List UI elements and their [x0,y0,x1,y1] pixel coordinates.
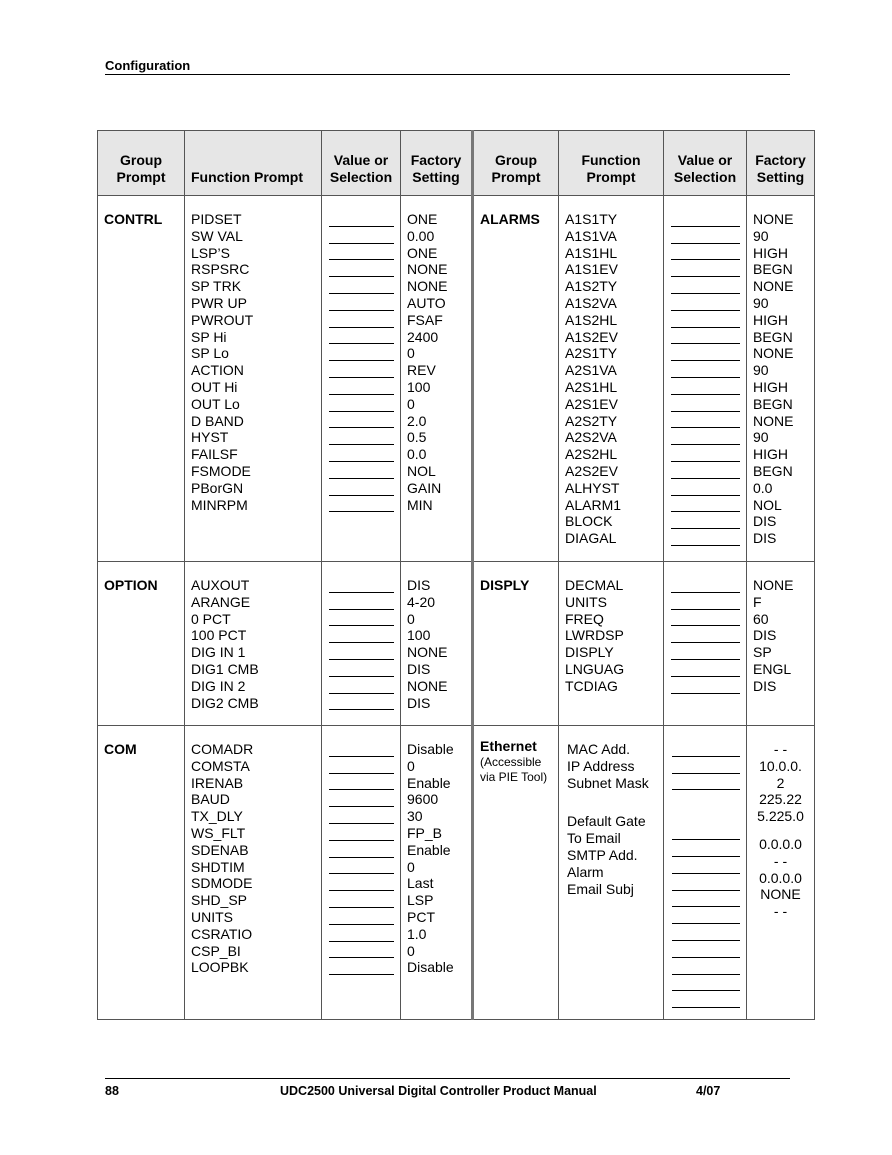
function-prompt: DIG2 CMB [191,694,259,711]
factory-setting: 0 [407,345,415,362]
value-entry-blank [671,228,740,245]
group-prompt-note: (Accessible via PIE Tool) [480,754,548,784]
factory-setting: Enable [407,774,451,791]
function-prompt: TX_DLY [191,808,243,825]
function-prompt: BLOCK [565,513,613,530]
value-entry-blank [671,345,740,362]
value-entry-blank [329,959,394,976]
factory-setting: BEGN [753,395,793,412]
factory-setting: 90 [753,429,769,446]
factory-setting: DIS [753,677,777,694]
factory-setting: F [753,593,762,610]
factory-setting: 9600 [407,791,439,808]
value-entry-blank [672,992,740,1009]
value-entry-blank [671,513,740,530]
value-entry-blank [672,976,740,993]
function-prompt: A1S2EV [565,328,618,345]
function-prompt: A1S2TY [565,278,618,295]
function-prompt: BAUD [191,791,230,808]
group-prompt: OPTION [98,562,185,726]
factory-setting: 0 [407,395,415,412]
value-entry-blank [671,594,740,611]
value-entry-blank [672,824,740,841]
function-prompt: SMTP Add. [567,846,638,863]
function-prompt: ACTION [191,362,244,379]
function-prompt: DIG IN 2 [191,677,246,694]
value-entry-blank [672,892,740,909]
col-header-value-or-selection-2: Value or Selection [664,131,747,196]
factory-setting: BEGN [753,261,793,278]
function-prompt-cell [185,726,322,1020]
function-prompt: A1S2VA [565,294,617,311]
value-entry-blank [329,892,394,909]
value-entry-blank [672,925,740,942]
group-prompt: ALARMS [473,196,559,562]
value-entry-blank [329,825,394,842]
group-prompt: DISPLY [473,562,559,726]
factory-setting: DIS [753,530,777,547]
value-entry-blank [671,463,740,480]
spacer [672,802,740,813]
value-entry-blank [329,661,394,678]
function-prompt: A2S2TY [565,412,618,429]
function-prompt-cell [559,726,664,1020]
factory-setting-cell [401,562,473,726]
value-entry-blank [329,261,394,278]
value-entry-blank [329,842,394,859]
factory-setting: NONE [760,886,801,903]
factory-setting: 10.0.0. [759,757,802,774]
function-prompt: UNITS [565,593,607,610]
function-prompt: IRENAB [191,774,244,791]
factory-setting: NONE [753,345,794,362]
value-entry-blank [329,413,394,430]
factory-setting: - - [773,741,788,757]
function-prompt: A2S2HL [565,446,618,463]
value-entry-blank [671,396,740,413]
function-prompt: COMSTA [191,757,250,774]
value-entry-blank [671,446,740,463]
value-entry-blank [329,875,394,892]
factory-setting: NONE [407,644,448,661]
factory-setting: Disable [407,959,454,976]
factory-setting: NONE [753,211,794,227]
function-prompt: Alarm [567,863,604,880]
value-entry-blank [671,644,740,661]
function-prompt: AUXOUT [191,577,250,593]
value-entry-blank [329,741,394,758]
value-entry-blank [671,611,740,628]
page-header-title: Configuration [105,58,191,73]
factory-setting: ONE [407,211,438,227]
function-prompt: A1S1HL [565,244,618,261]
group-prompt: COM [98,726,185,1020]
function-prompt: SP Hi [191,328,227,345]
function-prompt: COMADR [191,741,254,757]
function-prompt: A2S1EV [565,395,618,412]
footer-rule [105,1078,790,1079]
function-prompt: LWRDSP [565,627,624,644]
value-entry-blank [329,758,394,775]
function-prompt-cell [559,196,664,562]
spacer [749,825,812,836]
factory-setting: 60 [753,610,769,627]
factory-setting: 0.0.0.0 [759,869,802,886]
factory-setting: NONE [753,278,794,295]
function-prompt: LNGUAG [565,660,625,677]
factory-setting: - - [773,903,788,920]
function-prompt: PBorGN [191,479,244,496]
factory-setting: 0.00 [407,227,435,244]
document-title: UDC2500 Universal Digital Controller Product Manual [280,1084,597,1098]
factory-setting: 30 [407,808,423,825]
function-prompt: A2S2EV [565,462,618,479]
factory-setting-cell [401,196,473,562]
function-prompt: CSRATIO [191,925,253,942]
function-prompt: PWROUT [191,311,254,328]
function-prompt: IP Address [567,757,635,774]
value-entry-blank [672,758,740,775]
col-header-factory-setting: Factory Setting [401,131,473,196]
value-entry-blank [329,678,394,695]
factory-setting: 0.0 [407,446,427,463]
col-header-group-prompt-2: Group Prompt [473,131,559,196]
value-entry-blank [329,329,394,346]
factory-setting: Disable [407,741,454,757]
factory-setting: 90 [753,227,769,244]
value-entry-blank [329,345,394,362]
function-prompt: HYST [191,429,229,446]
factory-setting: Enable [407,841,451,858]
function-prompt: SP Lo [191,345,229,362]
value-entry-blank [671,379,740,396]
factory-setting: LSP [407,892,434,909]
value-entry-cell [322,726,401,1020]
value-entry-blank [329,429,394,446]
group-prompt-title: Ethernet [480,738,537,754]
function-prompt: CSP_BI [191,942,241,959]
function-prompt: SHDTIM [191,858,245,875]
factory-setting: MIN [407,496,433,513]
factory-setting: 0 [407,610,415,627]
function-prompt-cell [559,562,664,726]
function-prompt: A2S1TY [565,345,618,362]
factory-setting: 0.5 [407,429,427,446]
value-entry-blank [671,312,740,329]
value-entry-blank [329,228,394,245]
factory-setting: 0.0 [753,479,773,496]
spacer [567,802,657,813]
factory-setting: 0.0.0.0 [759,835,802,852]
function-prompt: A1S1VA [565,227,617,244]
value-entry-blank [329,627,394,644]
col-header-function-prompt-2: Function Prompt [559,131,664,196]
factory-setting: 90 [753,294,769,311]
value-entry-blank [672,775,740,792]
value-entry-blank [329,463,394,480]
function-prompt: A1S2HL [565,311,618,328]
function-prompt: FSMODE [191,462,251,479]
value-entry-blank [329,245,394,262]
factory-setting: 2 [776,774,785,791]
value-entry-cell [322,196,401,562]
value-entry-blank [672,875,740,892]
function-prompt: TCDIAG [565,677,618,694]
factory-setting: NOL [407,462,436,479]
factory-setting: HIGH [753,446,788,463]
function-prompt: A2S1HL [565,378,618,395]
spacer [567,791,657,802]
value-entry-blank [671,261,740,278]
table-row [98,726,815,1020]
value-entry-blank [329,695,394,712]
value-entry-blank [671,577,740,594]
function-prompt: ARANGE [191,593,251,610]
function-prompt: DIG IN 1 [191,644,246,661]
factory-setting: 4-20 [407,593,436,610]
spacer [672,813,740,824]
factory-setting: NONE [407,677,448,694]
function-prompt: A1S1TY [565,211,618,227]
factory-setting: NONE [753,577,794,593]
factory-setting: DIS [407,577,431,593]
function-prompt: OUT Hi [191,378,238,395]
value-entry-blank [329,295,394,312]
factory-setting: HIGH [753,311,788,328]
factory-setting: NONE [407,278,448,295]
factory-setting: FP_B [407,824,443,841]
value-entry-blank [329,577,394,594]
factory-setting: Last [407,875,434,892]
function-prompt: DIAGAL [565,530,617,547]
factory-setting-cell [747,726,815,1020]
value-entry-blank [329,312,394,329]
function-prompt: Default Gate [567,813,646,830]
value-entry-blank [672,841,740,858]
function-prompt: SDMODE [191,875,253,892]
value-entry-blank [329,791,394,808]
function-prompt: ALARM1 [565,496,622,513]
factory-setting-cell [747,196,815,562]
value-entry-blank [671,329,740,346]
function-prompt: SDENAB [191,841,249,858]
value-entry-blank [671,661,740,678]
value-entry-blank [329,497,394,514]
value-entry-blank [672,959,740,976]
value-entry-blank [329,909,394,926]
value-entry-blank [329,926,394,943]
factory-setting: NONE [407,261,448,278]
function-prompt-cell [185,196,322,562]
factory-setting: REV [407,362,436,379]
factory-setting: DIS [753,627,777,644]
value-entry-blank [671,678,740,695]
function-prompt: To Email [567,830,621,847]
document-date: 4/07 [696,1084,721,1098]
value-entry-blank [671,497,740,514]
factory-setting: SP [753,644,772,661]
value-entry-blank [671,362,740,379]
value-entry-blank [329,943,394,960]
value-entry-blank [671,413,740,430]
col-header-function-prompt: Function Prompt [185,131,322,196]
value-entry-blank [671,530,740,547]
factory-setting: PCT [407,908,435,925]
factory-setting: BEGN [753,462,793,479]
factory-setting: HIGH [753,244,788,261]
value-entry-blank [329,379,394,396]
function-prompt: UNITS [191,908,233,925]
factory-setting: 1.0 [407,925,427,942]
factory-setting: ENGL [753,660,792,677]
function-prompt: LSP’S [191,244,230,261]
factory-setting: DIS [407,694,431,711]
value-entry-blank [671,278,740,295]
factory-setting: 0 [407,942,415,959]
function-prompt: FAILSF [191,446,238,463]
table-row [98,196,815,562]
value-entry-cell [664,726,747,1020]
factory-setting: 5.225.0 [757,808,804,825]
table-header-row [98,131,815,196]
value-entry-blank [671,245,740,262]
function-prompt: DISPLY [565,644,614,661]
factory-setting: HIGH [753,378,788,395]
function-prompt: DECMAL [565,577,624,593]
configuration-table [97,130,815,1020]
function-prompt: OUT Lo [191,395,240,412]
factory-setting: 90 [753,362,769,379]
factory-setting: FSAF [407,311,443,328]
value-entry-blank [671,627,740,644]
factory-setting: 0 [407,858,415,875]
value-entry-blank [329,278,394,295]
function-prompt: MAC Add. [567,741,631,757]
factory-setting: 100 [407,378,431,395]
function-prompt: Email Subj [567,880,634,897]
factory-setting: DIS [407,660,431,677]
factory-setting: NONE [753,412,794,429]
col-header-value-or-selection: Value or Selection [322,131,401,196]
value-entry-cell [664,562,747,726]
value-entry-blank [329,362,394,379]
value-entry-cell [664,196,747,562]
group-prompt: CONTRL [98,196,185,562]
value-entry-blank [329,808,394,825]
value-entry-blank [671,211,740,228]
function-prompt: LOOPBK [191,959,249,976]
function-prompt: FREQ [565,610,604,627]
value-entry-blank [329,480,394,497]
function-prompt: SHD_SP [191,892,248,909]
value-entry-blank [671,480,740,497]
function-prompt: A2S2VA [565,429,617,446]
header-rule [105,74,790,75]
page-number: 88 [105,1084,119,1098]
value-entry-blank [329,396,394,413]
function-prompt: DIG1 CMB [191,660,259,677]
value-entry-blank [329,644,394,661]
value-entry-blank [329,446,394,463]
factory-setting: DIS [753,513,777,530]
function-prompt: SP TRK [191,278,242,295]
factory-setting: GAIN [407,479,442,496]
group-prompt [473,726,559,1020]
function-prompt: D BAND [191,412,244,429]
factory-setting: 0 [407,757,415,774]
factory-setting: AUTO [407,294,446,311]
factory-setting: ONE [407,244,438,261]
factory-setting-cell [401,726,473,1020]
function-prompt: SW VAL [191,227,243,244]
factory-setting: - - [773,852,788,869]
value-entry-blank [672,908,740,925]
col-header-group-prompt: Group Prompt [98,131,185,196]
function-prompt: 0 PCT [191,610,231,627]
factory-setting: 100 [407,627,431,644]
function-prompt: RSPSRC [191,261,250,278]
col-header-factory-setting-2: Factory Setting [747,131,815,196]
value-entry-blank [329,775,394,792]
function-prompt: 100 PCT [191,627,247,644]
function-prompt: ALHYST [565,479,620,496]
value-entry-blank [329,594,394,611]
factory-setting: BEGN [753,328,793,345]
value-entry-blank [672,741,740,758]
function-prompt: Subnet Mask [567,774,649,791]
value-entry-blank [329,859,394,876]
function-prompt: PWR UP [191,294,247,311]
value-entry-blank [329,611,394,628]
value-entry-blank [671,429,740,446]
value-entry-cell [322,562,401,726]
factory-setting: 225.22 [759,791,802,808]
factory-setting-cell [747,562,815,726]
value-entry-blank [671,295,740,312]
function-prompt: MINRPM [191,496,248,513]
function-prompt: A1S1EV [565,261,618,278]
factory-setting: 2.0 [407,412,427,429]
function-prompt: A2S1VA [565,362,617,379]
value-entry-blank [672,942,740,959]
function-prompt: PIDSET [191,211,242,227]
value-entry-blank [329,211,394,228]
table-row [98,562,815,726]
factory-setting: 2400 [407,328,439,345]
factory-setting: NOL [753,496,782,513]
function-prompt-cell [185,562,322,726]
value-entry-blank [672,858,740,875]
function-prompt: WS_FLT [191,824,246,841]
spacer [672,791,740,802]
